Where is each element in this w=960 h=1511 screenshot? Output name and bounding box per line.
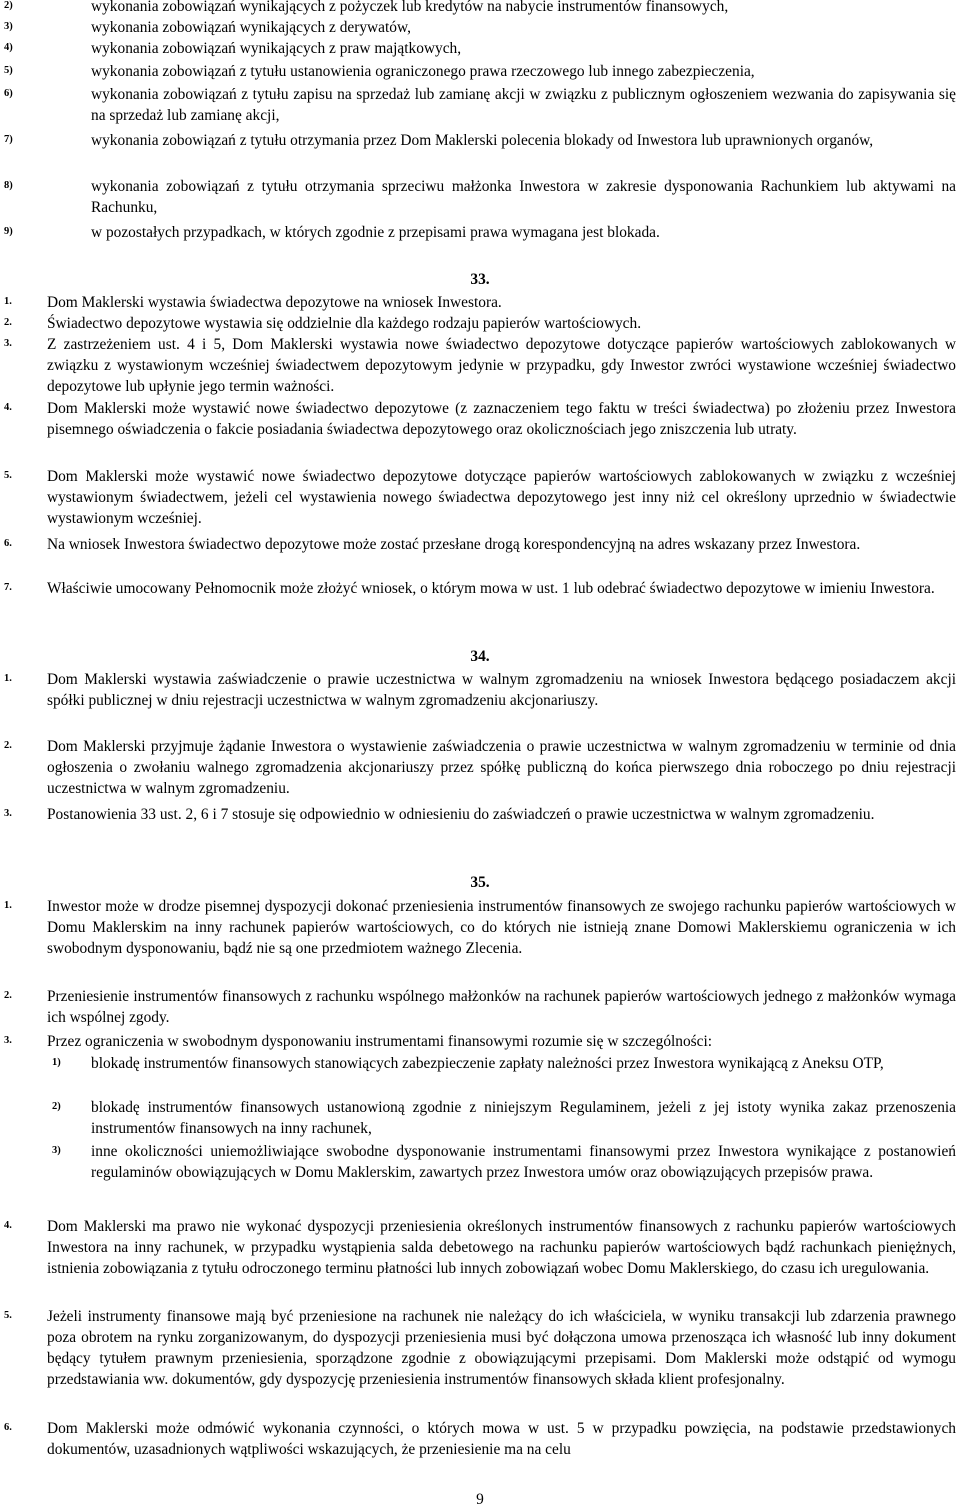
list-item-number: 8) [4, 180, 13, 191]
item-text: Świadectwo depozytowe wystawia się oddzielnie dla każdego rodzaju papierów wartościowych. [47, 315, 642, 332]
subitem-text: inne okoliczności uniemożliwiające swobodne dysponowanie instrumentami finansowymi przez Inwestora wynikające z postanowień regulaminów obowiązujących w Domu Maklerskim, zawartych przez Inwestora umów oraz obowiązujących przepisów prawa. [91, 1143, 956, 1181]
item-text: Dom Maklerski może wystawić nowe świadectwo depozytowe dotyczące papierów wartościowych zablokowanych w związku z wcześniej wystawionym świadectwem, jeżeli cel wystawienia nowego świadectwa depozytowego jest inny niż cel określony uprzednio w świadectwie wystawionym wcześniej. [47, 468, 956, 527]
item-number: 4. [4, 1220, 12, 1231]
subitem-text: blokadę instrumentów finansowych ustanowioną zgodnie z niniejszym Regulaminem, jeżeli z jej istoty wynika zakaz przenoszenia instrumentów finansowych na inny rachunek, [91, 1099, 956, 1137]
list-item-number: 2) [4, 0, 13, 11]
section-heading-33: 33. [470, 271, 490, 288]
list-item-text: wykonania zobowiązań wynikających z pożyczek lub kredytów na nabycie instrumentów finansowych, [91, 0, 729, 15]
item-number: 1. [4, 296, 12, 307]
list-item-number: 4) [4, 42, 13, 53]
item-number: 3. [4, 1035, 12, 1046]
list-item-number: 6) [4, 88, 13, 99]
item-number: 3. [4, 338, 12, 349]
list-item-text: wykonania zobowiązań wynikających z derywatów, [91, 19, 411, 36]
item-number: 2. [4, 740, 12, 751]
item-number: 1. [4, 900, 12, 911]
list-item-text: wykonania zobowiązań wynikających z praw majątkowych, [91, 40, 462, 57]
item-text: Dom Maklerski ma prawo nie wykonać dyspozycji przeniesienia określonych instrumentów finansowych z rachunku papierów wartościowych Inwestora na inny rachunek, w przypadku wystąpienia salda debetowego na rachunku papierów wartościowych bądź rachunkach pieniężnych, istnienia zobowiązania z tytułu odroczonego terminu płatności lub innych zobowiązań wobec Domu Maklerskiego, do czasu ich uregulowania. [47, 1218, 956, 1277]
item-text: Dom Maklerski może odmówić wykonania czynności, o których mowa w ust. 5 w przypadku powzięcia, na podstawie przedstawionych dokumentów, uzasadnionych wątpliwości wskazujących, że przeniesienie ma na celu [47, 1420, 956, 1458]
item-text: Postanowienia 33 ust. 2, 6 i 7 stosuje się odpowiednio w odniesieniu do zaświadczeń o prawie uczestnictwa w walnym zgromadzeniu. [47, 806, 875, 823]
item-number: 2. [4, 317, 12, 328]
item-number: 6. [4, 1422, 12, 1433]
item-text: Na wniosek Inwestora świadectwo depozytowe może zostać przesłane drogą korespondencyjną na adres wskazany przez Inwestora. [47, 536, 861, 553]
item-text: Dom Maklerski może wystawić nowe świadectwo depozytowe (z zaznaczeniem tego faktu w treści świadectwa) po złożeniu przez Inwestora pisemnego oświadczenia o fakcie posiadania świadectwa depozytowego oraz okolicznościach jego zniszczenia lub utraty. [47, 400, 956, 438]
section-heading-34: 34. [470, 648, 490, 665]
item-text: Dom Maklerski przyjmuje żądanie Inwestora o wystawienie zaświadczenia o prawie uczestnictwa w walnym zgromadzeniu w terminie od dnia ogłoszenia o zwołaniu walnego zgromadzenia akcjonariuszy przez spółkę publiczną do końca pierwszego dnia roboczego po dniu rejestracji uczestnictwa w walnym zgromadzeniu. [47, 738, 956, 797]
list-item-text: wykonania zobowiązań z tytułu otrzymania sprzeciwu małżonka Inwestora w zakresie dysponowania Rachunkiem lub aktywami na Rachunku, [91, 178, 956, 216]
list-item-number: 5) [4, 65, 13, 76]
list-item-text: wykonania zobowiązań z tytułu otrzymania przez Dom Maklerski polecenia blokady od Inwestora lub uprawnionych organów, [91, 132, 874, 149]
item-number: 2. [4, 990, 12, 1001]
subitem-text: blokadę instrumentów finansowych stanowiących zabezpieczenie zapłaty należności przez Inwestora wynikającą z Aneksu OTP, [91, 1055, 884, 1072]
item-number: 3. [4, 808, 12, 819]
page-number: 9 [476, 1491, 484, 1508]
list-item-text: w pozostałych przypadkach, w których zgodnie z przepisami prawa wymagana jest blokada. [91, 224, 660, 241]
item-number: 1. [4, 673, 12, 684]
section-heading-35: 35. [470, 874, 490, 891]
list-item-number: 7) [4, 134, 13, 145]
subitem-number: 3) [52, 1145, 61, 1156]
item-number: 6. [4, 538, 12, 549]
item-text: Dom Maklerski wystawia świadectwa depozytowe na wniosek Inwestora. [47, 294, 502, 311]
item-text: Przeniesienie instrumentów finansowych z rachunku wspólnego małżonków na rachunek papierów wartościowych jednego z małżonków wymaga ich wspólnej zgody. [47, 988, 956, 1026]
item-number: 5. [4, 1310, 12, 1321]
subitem-number: 2) [52, 1101, 61, 1112]
item-number: 7. [4, 582, 12, 593]
item-text: Z zastrzeżeniem ust. 4 i 5, Dom Maklerski wystawia nowe świadectwo depozytowe dotyczące papierów wartościowych zablokowanych w związku z wystawionym wcześniej świadectwem depozytowym jedynie w przypadku, gdy Inwestor zwróci wystawione wcześniej świadectwo depozytowe lub upłynie jego termin ważności. [47, 336, 956, 395]
item-text: Dom Maklerski wystawia zaświadczenie o prawie uczestnictwa w walnym zgromadzeniu na wniosek Inwestora będącego posiadaczem akcji spółki publicznej w dniu rejestracji uczestnictwa w walnym zgromadzeniu akcjonariuszy. [47, 671, 956, 709]
item-text: Przez ograniczenia w swobodnym dysponowaniu instrumentami finansowymi rozumie się w szczególności: [47, 1033, 713, 1050]
item-text: Właściwie umocowany Pełnomocnik może złożyć wniosek, o którym mowa w ust. 1 lub odebrać świadectwo depozytowe w imieniu Inwestora. [47, 580, 935, 597]
item-number: 4. [4, 402, 12, 413]
item-text: Jeżeli instrumenty finansowe mają być przeniesione na rachunek nie należący do ich właściciela, w wyniku transakcji lub zdarzenia prawnego poza obrotem na rynku zorganizowanym, do dyspozycji przeniesienia musi być dołączona umowa przenosząca ich własność lub inny dokument będący tytułem prawnym przeniesienia, sporządzone zgodnie z obowiązującymi przepisami. Dom Maklerski może odstąpić od wymogu przedstawiania ww. dokumentów, gdy dyspozycję przeniesienia instrumentów finansowych składa klient profesjonalny. [47, 1308, 956, 1388]
list-item-number: 3) [4, 21, 13, 32]
item-number: 5. [4, 470, 12, 481]
item-text: Inwestor może w drodze pisemnej dyspozycji dokonać przeniesienia instrumentów finansowych ze swojego rachunku papierów wartościowych w Domu Maklerskim na inny rachunek papierów wartościowych, co do których nie istnieją znane Domowi Maklerskiemu ograniczenia w ich swobodnym dysponowaniu, bądź nie są one przedmiotem ważnego Zlecenia. [47, 898, 956, 957]
list-item-text: wykonania zobowiązań z tytułu ustanowienia ograniczonego prawa rzeczowego lub innego zabezpieczenia, [91, 63, 755, 80]
list-item-text: wykonania zobowiązań z tytułu zapisu na sprzedaż lub zamianę akcji w związku z publicznym ogłoszeniem wezwania do zapisywania się na sprzedaż lub zamianę akcji, [91, 86, 956, 124]
subitem-number: 1) [52, 1057, 61, 1068]
list-item-number: 9) [4, 226, 13, 237]
